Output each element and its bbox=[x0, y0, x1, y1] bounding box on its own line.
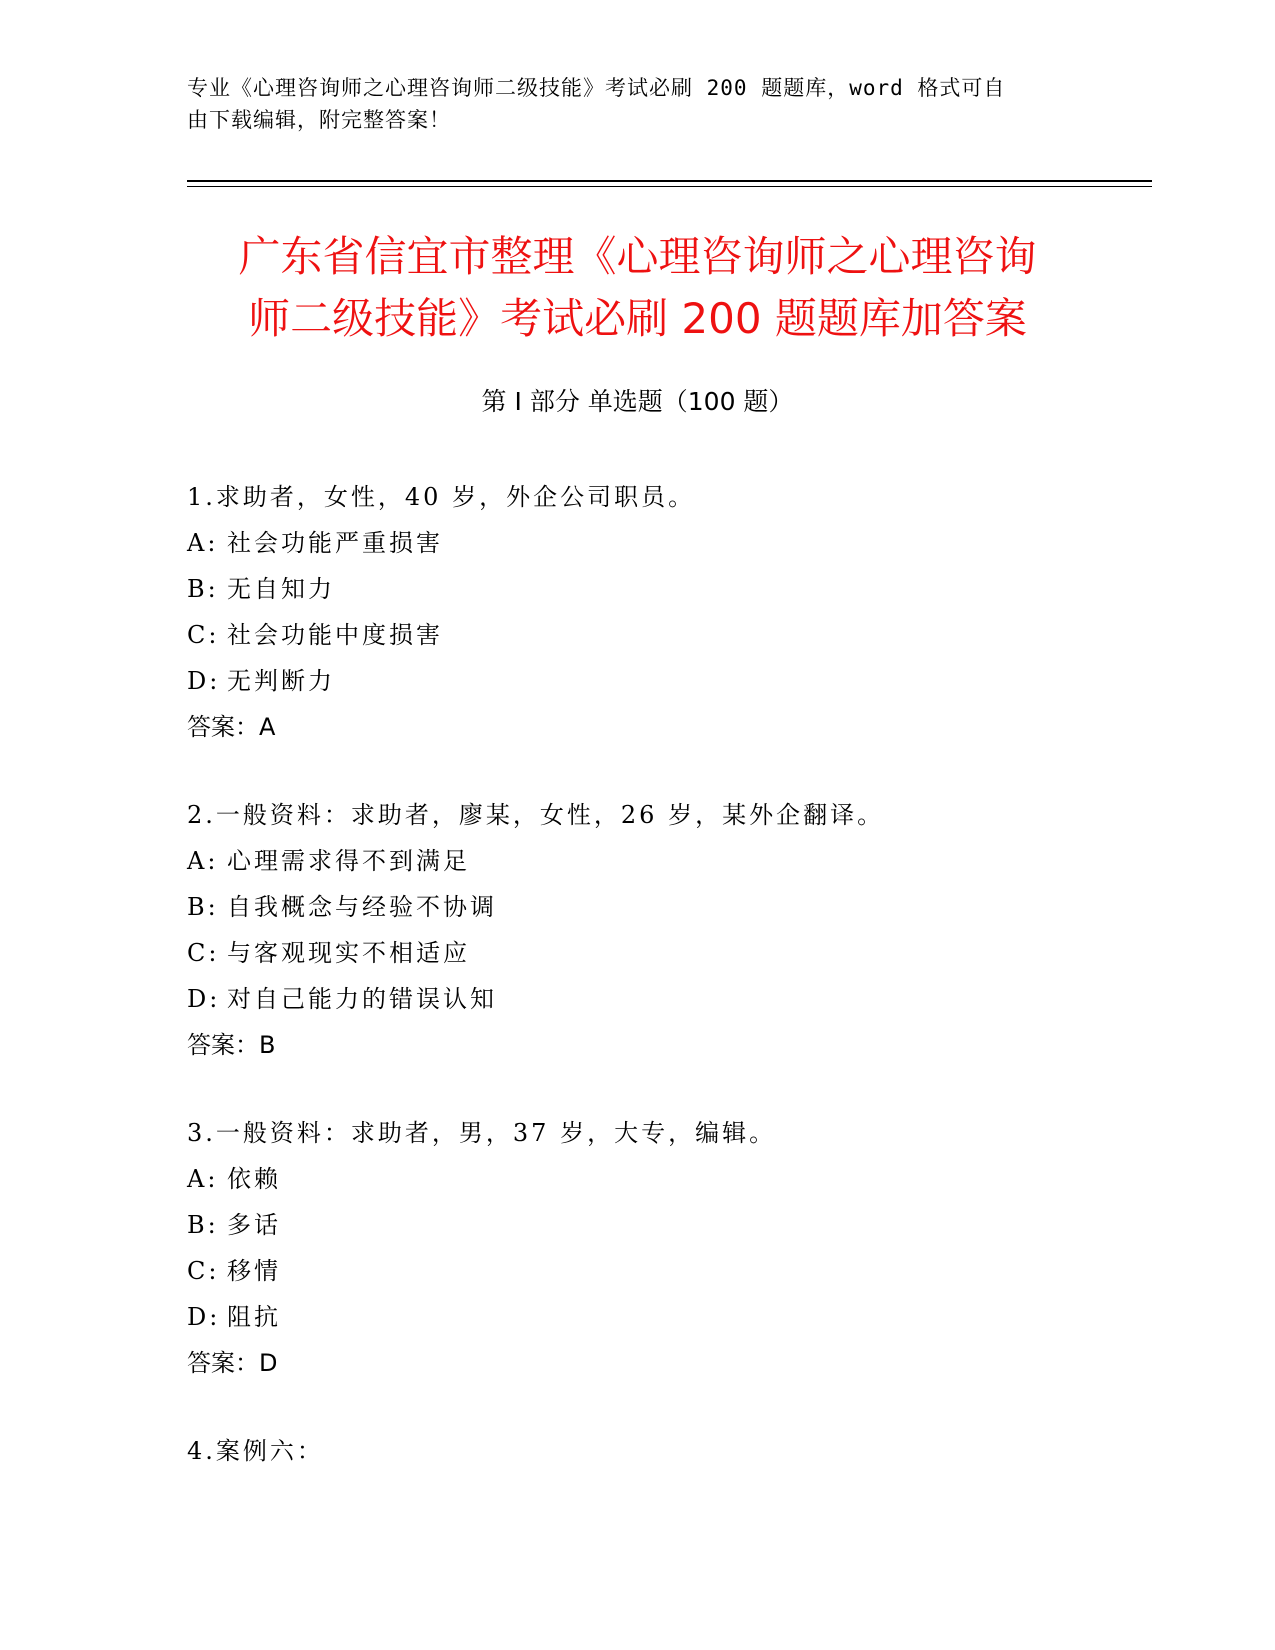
question-1 bbox=[187, 474, 1137, 750]
document-title bbox=[140, 226, 1135, 350]
option-key: C: bbox=[187, 621, 220, 649]
section-heading: 第 I 部分 单选题（100 题） bbox=[481, 387, 794, 416]
option-a bbox=[187, 1156, 1137, 1202]
option-c bbox=[187, 612, 1137, 658]
option-text: 自我概念与经验不协调 bbox=[227, 893, 497, 921]
header-divider-thin bbox=[187, 186, 1152, 187]
option-key: D: bbox=[187, 985, 221, 1013]
option-text: 与客观现实不相适应 bbox=[227, 939, 470, 967]
option-key: A: bbox=[187, 1165, 219, 1193]
header-note bbox=[187, 72, 1067, 136]
header-note-line-1: 专业《心理咨询师之心理咨询师二级技能》考试必刷 200 题题库，word 格式可自 bbox=[187, 76, 1006, 100]
document-title-line-1: 广东省信宜市整理《心理咨询师之心理咨询 bbox=[238, 232, 1037, 281]
option-key: C: bbox=[187, 1257, 220, 1285]
question-stem: 1.求助者，女性，40 岁，外企公司职员。 bbox=[187, 483, 696, 511]
question-stem: 4.案例六： bbox=[187, 1437, 324, 1465]
header-divider-thick bbox=[187, 180, 1152, 182]
answer-label: 答案：B bbox=[187, 1031, 276, 1059]
option-b bbox=[187, 566, 1137, 612]
option-text: 心理需求得不到满足 bbox=[227, 847, 470, 875]
option-d bbox=[187, 976, 1137, 1022]
option-key: B: bbox=[187, 893, 219, 921]
question-stem: 3.一般资料：求助者，男，37 岁，大专，编辑。 bbox=[187, 1119, 777, 1147]
option-text: 对自己能力的错误认知 bbox=[227, 985, 497, 1013]
header-note-line-2: 由下载编辑，附完整答案！ bbox=[187, 108, 451, 132]
answer-label: 答案：A bbox=[187, 713, 276, 741]
question-4 bbox=[187, 1428, 1137, 1474]
option-text: 依赖 bbox=[227, 1165, 281, 1193]
option-text: 社会功能严重损害 bbox=[227, 529, 443, 557]
option-a bbox=[187, 520, 1137, 566]
answer-label: 答案：D bbox=[187, 1349, 278, 1377]
option-key: A: bbox=[187, 529, 219, 557]
document-title-line-2: 师二级技能》考试必刷 200 题题库加答案 bbox=[248, 294, 1027, 343]
option-text: 多话 bbox=[227, 1211, 281, 1239]
option-key: B: bbox=[187, 575, 219, 603]
option-d bbox=[187, 658, 1137, 704]
option-key: D: bbox=[187, 667, 221, 695]
option-c bbox=[187, 930, 1137, 976]
option-b bbox=[187, 884, 1137, 930]
option-a bbox=[187, 838, 1137, 884]
option-text: 移情 bbox=[227, 1257, 281, 1285]
option-b bbox=[187, 1202, 1137, 1248]
option-d bbox=[187, 1294, 1137, 1340]
question-list bbox=[187, 474, 1137, 1516]
question-stem: 2.一般资料：求助者，廖某，女性，26 岁，某外企翻译。 bbox=[187, 801, 885, 829]
question-2 bbox=[187, 792, 1137, 1068]
option-text: 社会功能中度损害 bbox=[227, 621, 443, 649]
option-text: 无判断力 bbox=[227, 667, 335, 695]
option-key: A: bbox=[187, 847, 219, 875]
option-key: D: bbox=[187, 1303, 221, 1331]
option-text: 阻抗 bbox=[227, 1303, 281, 1331]
question-3 bbox=[187, 1110, 1137, 1386]
option-key: C: bbox=[187, 939, 220, 967]
option-c bbox=[187, 1248, 1137, 1294]
option-text: 无自知力 bbox=[227, 575, 335, 603]
option-key: B: bbox=[187, 1211, 219, 1239]
